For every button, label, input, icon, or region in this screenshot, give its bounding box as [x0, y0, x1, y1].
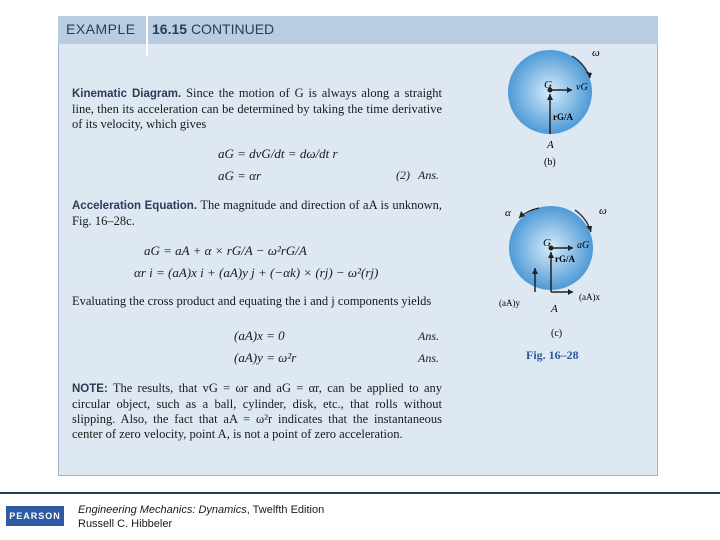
rGA-label-c: rG/A	[555, 254, 575, 264]
note-label: NOTE:	[72, 383, 108, 395]
pearson-logo: PEARSON	[6, 506, 64, 526]
kinematic-paragraph	[72, 86, 442, 132]
aAy-label-c: (aA)y	[499, 298, 520, 308]
result-aAx-answer: Ans.	[418, 329, 439, 343]
kinematic-body: Since the motion of G is always along a straight line, then its acceleration can be determined by taking the time derivative of its velocity, which gives	[72, 86, 443, 131]
book-title: Engineering Mechanics: Dynamics	[78, 504, 247, 516]
result-aAy-answer: Ans.	[418, 351, 439, 365]
kinematic-eq2-number: (2)	[396, 168, 410, 182]
aAx-label-c: (aA)x	[579, 292, 600, 302]
acceleration-paragraph	[72, 198, 442, 229]
result-aAy: (aA)y = ω²r	[234, 350, 297, 365]
note-body: The results, that vG = ωr and aG = αr, can be applied to any circular object, such as a ball, cylinder, disk, etc., that rolls without slipping. Also, the fact that aA = ω²r indicates that the instantaneous center of zero velocity, point A, is not a point of zero acceleration.	[72, 381, 442, 441]
caption-c: (c)	[551, 328, 563, 339]
caption-b: (b)	[544, 157, 556, 168]
aG-label-c: aG	[577, 240, 590, 251]
kinematic-answer: Ans.	[418, 168, 439, 182]
figure-b	[500, 44, 620, 174]
vG-label-b: vG	[576, 82, 588, 93]
A-label-b: A	[547, 139, 554, 151]
example-header	[58, 16, 658, 44]
example-suffix: CONTINUED	[190, 21, 275, 37]
footer-rule	[0, 492, 720, 494]
footer-citation	[78, 503, 324, 531]
kinematic-heading: Kinematic Diagram.	[72, 88, 182, 100]
acceleration-eq2: αr i = (aA)x i + (aA)y j + (−αk) × (rj) − ω²(rj)	[134, 265, 379, 280]
G-label-c: G	[543, 237, 551, 249]
G-label-b: G	[544, 79, 552, 91]
acceleration-body: The magnitude and direction of aA is unknown, Fig. 16–28c.	[72, 198, 442, 228]
omega-label-c: ω	[599, 205, 607, 217]
acceleration-eq1: aG = aA + α × rG/A − ω²rG/A	[144, 243, 307, 258]
rGA-label-b: rG/A	[553, 112, 573, 122]
result-aAx: (aA)x = 0	[234, 328, 285, 343]
figure-label: Fig. 16–28	[526, 348, 579, 362]
book-edition: , Twelfth Edition	[246, 504, 325, 516]
header-divider	[146, 16, 148, 56]
example-number: 16.15	[152, 21, 188, 37]
kinematic-eq2: aG = αr	[218, 168, 262, 183]
note-paragraph	[72, 381, 442, 442]
omega-label-b: ω	[592, 47, 600, 59]
A-label-c: A	[551, 303, 558, 315]
kinematic-eq1: aG = dvG/dt = dω/dt r	[218, 146, 338, 161]
example-title	[152, 21, 274, 37]
book-author: Russell C. Hibbeler	[78, 518, 173, 530]
figure-c	[495, 196, 625, 346]
evaluating-text: Evaluating the cross product and equating the i and j components yields	[72, 294, 432, 308]
alpha-label-c: α	[505, 207, 511, 219]
example-label: EXAMPLE	[66, 21, 136, 37]
acceleration-heading: Acceleration Equation.	[72, 200, 198, 212]
